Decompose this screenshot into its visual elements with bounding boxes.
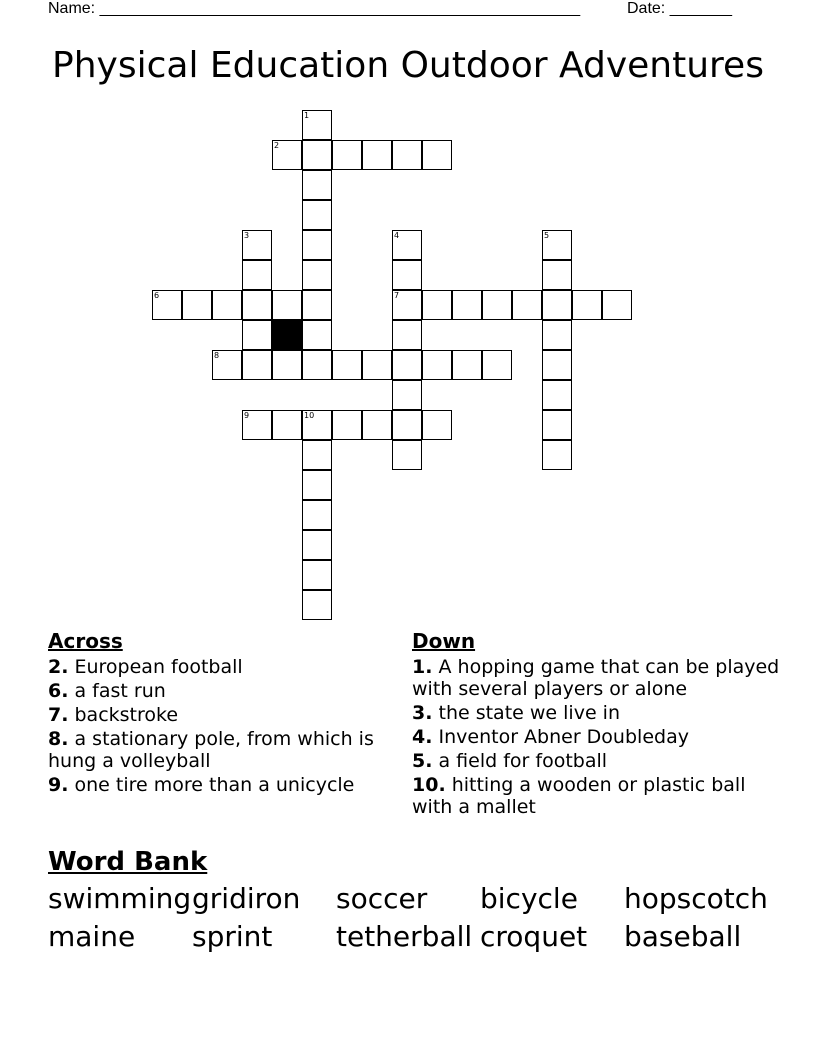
grid-cell[interactable] (302, 230, 332, 260)
grid-cell[interactable] (302, 410, 332, 440)
grid-cell[interactable] (422, 290, 452, 320)
grid-cell[interactable] (392, 230, 422, 260)
clue-number-label: 7 (394, 291, 400, 300)
grid-cell[interactable] (542, 230, 572, 260)
clue-across-6 (48, 680, 378, 702)
grid-cell[interactable] (302, 290, 332, 320)
clue-text: European football (68, 656, 243, 678)
clue-number: 3. (412, 702, 433, 724)
grid-cell[interactable] (452, 350, 482, 380)
grid-cell[interactable] (332, 350, 362, 380)
grid-cell[interactable] (302, 590, 332, 620)
grid-cell[interactable] (572, 290, 602, 320)
grid-cell[interactable] (362, 140, 392, 170)
grid-cell[interactable] (302, 350, 332, 380)
grid-cell[interactable] (542, 380, 572, 410)
clue-number: 7. (48, 704, 69, 726)
grid-cell[interactable] (392, 260, 422, 290)
grid-cell[interactable] (302, 320, 332, 350)
grid-cell[interactable] (542, 350, 572, 380)
grid-cell[interactable] (542, 260, 572, 290)
grid-cell[interactable] (542, 410, 572, 440)
grid-cell[interactable] (302, 440, 332, 470)
word-bank-item: swimming (48, 882, 192, 915)
clue-text: backstroke (68, 704, 179, 726)
word-bank-item: gridiron (192, 882, 301, 915)
grid-cell[interactable] (302, 470, 332, 500)
grid-cell[interactable] (242, 410, 272, 440)
clue-text: Inventor Abner Doubleday (432, 726, 689, 748)
clue-number-label: 5 (544, 231, 550, 240)
clue-text: a fast run (68, 680, 166, 702)
name-line: Name: ______________________________________________________ (48, 0, 581, 17)
grid-cell[interactable] (302, 170, 332, 200)
grid-cell[interactable] (602, 290, 632, 320)
grid-cell[interactable] (362, 350, 392, 380)
grid-cell[interactable] (332, 140, 362, 170)
grid-cell[interactable] (422, 140, 452, 170)
grid-cell[interactable] (242, 230, 272, 260)
clue-number: 1. (412, 656, 433, 678)
grid-cell[interactable] (152, 290, 182, 320)
across-heading: Across (48, 629, 123, 653)
clue-number: 9. (48, 774, 69, 796)
clue-number: 2. (48, 656, 69, 678)
clue-number: 6. (48, 680, 69, 702)
clue-text: one tire more than a unicycle (68, 774, 355, 796)
clue-across-8 (48, 728, 378, 772)
grid-cell[interactable] (212, 350, 242, 380)
clue-across-9 (48, 774, 378, 796)
grid-cell[interactable] (272, 140, 302, 170)
grid-cell[interactable] (332, 410, 362, 440)
clue-number-label: 2 (274, 141, 280, 150)
grid-cell[interactable] (392, 320, 422, 350)
down-heading: Down (412, 629, 476, 653)
grid-cell[interactable] (242, 260, 272, 290)
clue-down-3 (412, 702, 782, 724)
grid-cell[interactable] (512, 290, 542, 320)
word-bank-item: bicycle (480, 882, 578, 915)
clue-down-5 (412, 750, 782, 772)
clue-number: 4. (412, 726, 433, 748)
word-bank (48, 882, 788, 954)
grid-cell[interactable] (302, 560, 332, 590)
across-clues (48, 628, 378, 798)
grid-cell[interactable] (302, 500, 332, 530)
grid-cell[interactable] (242, 350, 272, 380)
grid-cell[interactable] (392, 410, 422, 440)
grid-cell[interactable] (422, 350, 452, 380)
grid-cell[interactable] (302, 110, 332, 140)
word-bank-item: hopscotch (624, 882, 768, 915)
word-bank-item: sprint (192, 920, 273, 953)
clue-text: hitting a wooden or plastic ball with a mallet (412, 774, 746, 818)
black-cell (272, 320, 302, 350)
grid-cell[interactable] (392, 440, 422, 470)
clue-number-label: 4 (394, 231, 400, 240)
grid-cell[interactable] (242, 320, 272, 350)
down-clues (412, 628, 782, 820)
clue-text: A hopping game that can be played with several players or alone (412, 656, 780, 700)
grid-cell[interactable] (392, 290, 422, 320)
grid-cell[interactable] (272, 410, 302, 440)
clue-across-7 (48, 704, 378, 726)
clue-text: a field for football (432, 750, 608, 772)
grid-cell[interactable] (542, 440, 572, 470)
grid-cell[interactable] (422, 410, 452, 440)
grid-cell[interactable] (392, 140, 422, 170)
grid-cell[interactable] (302, 530, 332, 560)
word-bank-item: croquet (480, 920, 588, 953)
grid-cell[interactable] (302, 260, 332, 290)
clue-text: a stationary pole, from which is hung a volleyball (48, 728, 374, 772)
grid-cell[interactable] (452, 290, 482, 320)
grid-cell[interactable] (302, 200, 332, 230)
word-bank-item: baseball (624, 920, 742, 953)
grid-cell[interactable] (542, 320, 572, 350)
clue-number-label: 8 (214, 351, 220, 360)
grid-cell[interactable] (242, 290, 272, 320)
word-bank-item: maine (48, 920, 136, 953)
clue-number: 8. (48, 728, 69, 750)
grid-cell[interactable] (272, 290, 302, 320)
clue-number: 5. (412, 750, 433, 772)
clue-number-label: 6 (154, 291, 160, 300)
word-bank-item: soccer (336, 882, 428, 915)
clue-number: 10. (412, 774, 446, 796)
grid-cell[interactable] (362, 410, 392, 440)
clue-number-label: 3 (244, 231, 250, 240)
clue-text: the state we live in (432, 702, 621, 724)
clue-number-label: 10 (304, 411, 315, 420)
page-title: Physical Education Outdoor Adventures (52, 45, 764, 86)
grid-cell[interactable] (482, 350, 512, 380)
grid-cell[interactable] (392, 380, 422, 410)
clue-across-2 (48, 656, 378, 678)
grid-cell[interactable] (272, 350, 302, 380)
clue-down-4 (412, 726, 782, 748)
grid-cell[interactable] (482, 290, 512, 320)
grid-cell[interactable] (182, 290, 212, 320)
grid-cell[interactable] (302, 140, 332, 170)
grid-cell[interactable] (542, 290, 572, 320)
clue-down-10 (412, 774, 782, 818)
clue-number-label: 9 (244, 411, 250, 420)
clue-number-label: 1 (304, 111, 310, 120)
word-bank-title: Word Bank (48, 847, 208, 877)
grid-cell[interactable] (392, 350, 422, 380)
clue-down-1 (412, 656, 782, 700)
grid-cell[interactable] (212, 290, 242, 320)
date-line: Date: _______ (627, 0, 732, 17)
word-bank-item: tetherball (336, 920, 473, 953)
